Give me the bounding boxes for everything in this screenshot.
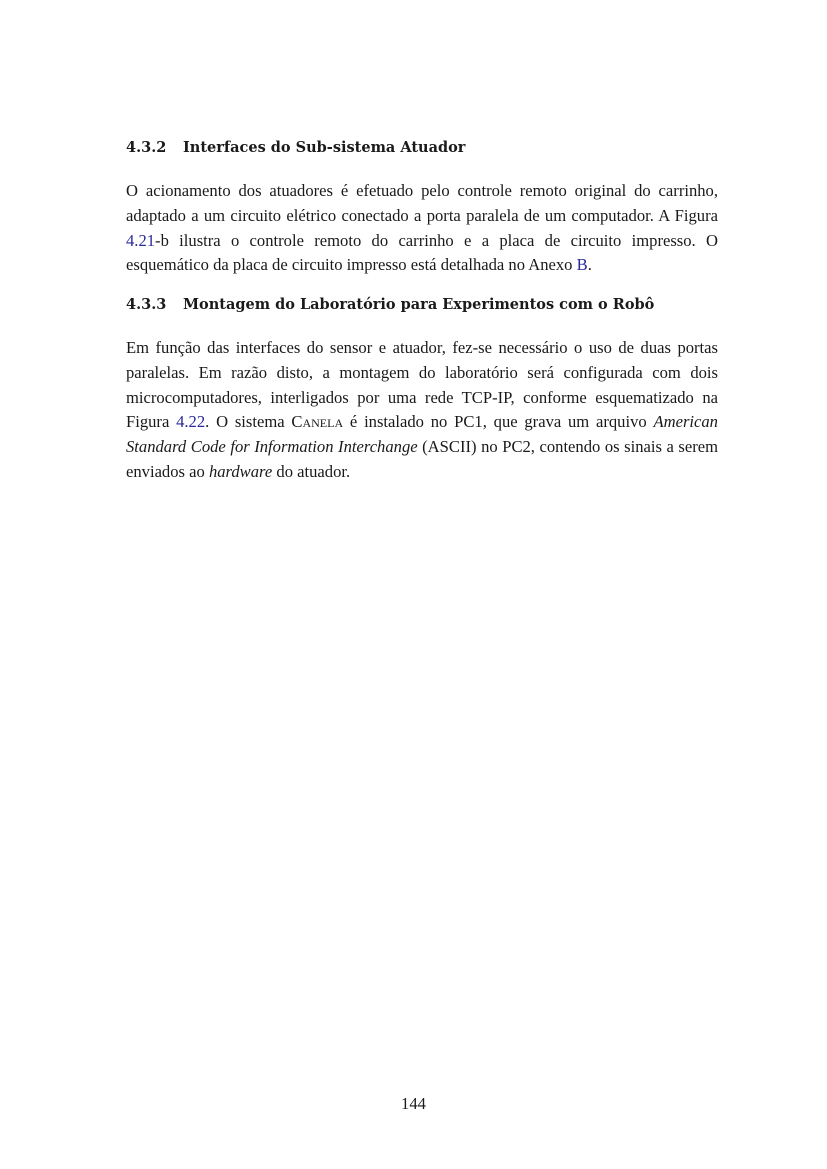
section-heading: [126, 137, 718, 159]
paragraph-text: (ASCII) no PC2, contendo os sinais a serem enviados ao: [126, 437, 718, 481]
paragraph-text: Em função das interfaces do sensor e atuador, fez-se necessário o uso de duas portas paralelas. Em razão disto, a montagem do laboratório será configurada com dois microcomputadores, interligados por uma rede TCP-IP, conforme esquematizado na Figura: [126, 338, 718, 432]
section-paragraph: [126, 336, 718, 485]
page-body: [126, 0, 718, 1169]
figure-reference-link[interactable]: 4.21: [126, 230, 156, 250]
paragraph-text: do atuador.: [272, 461, 351, 481]
section-4-3-2: [126, 137, 718, 278]
section-title: Montagem do Laboratório para Experimentos com o Robô: [183, 296, 655, 313]
section-number: 4.3.2: [126, 139, 167, 156]
paragraph-text: é instalado no PC1, que grava um arquivo: [343, 412, 654, 432]
section-number: 4.3.3: [126, 296, 167, 313]
paragraph-text: -b ilustra o controle remoto do carrinho e a placa de circuito impresso. O esquemático da placa de circuito impresso está detalhada no Anexo: [126, 230, 718, 275]
system-name: Canela: [291, 412, 344, 432]
section-title: Interfaces do Sub-sistema Atuador: [183, 139, 466, 156]
paragraph-text: . O sistema: [205, 412, 292, 432]
section-paragraph: [126, 179, 718, 278]
emphasized-text: hardware: [208, 461, 273, 481]
section-heading: [126, 294, 718, 316]
figure-reference-link[interactable]: 4.22: [176, 412, 206, 432]
section-4-3-3: [126, 294, 718, 485]
emphasized-text: American Standard Code for Information Interchange: [126, 412, 718, 457]
page-number: 144: [401, 1094, 426, 1113]
paragraph-text: O acionamento dos atuadores é efetuado pelo controle remoto original do carrinho, adaptado a um circuito elétrico conectado a porta paralela de um computador. A Figura: [126, 181, 718, 225]
paragraph-text: .: [587, 255, 592, 275]
annex-reference-link[interactable]: B: [576, 255, 588, 275]
